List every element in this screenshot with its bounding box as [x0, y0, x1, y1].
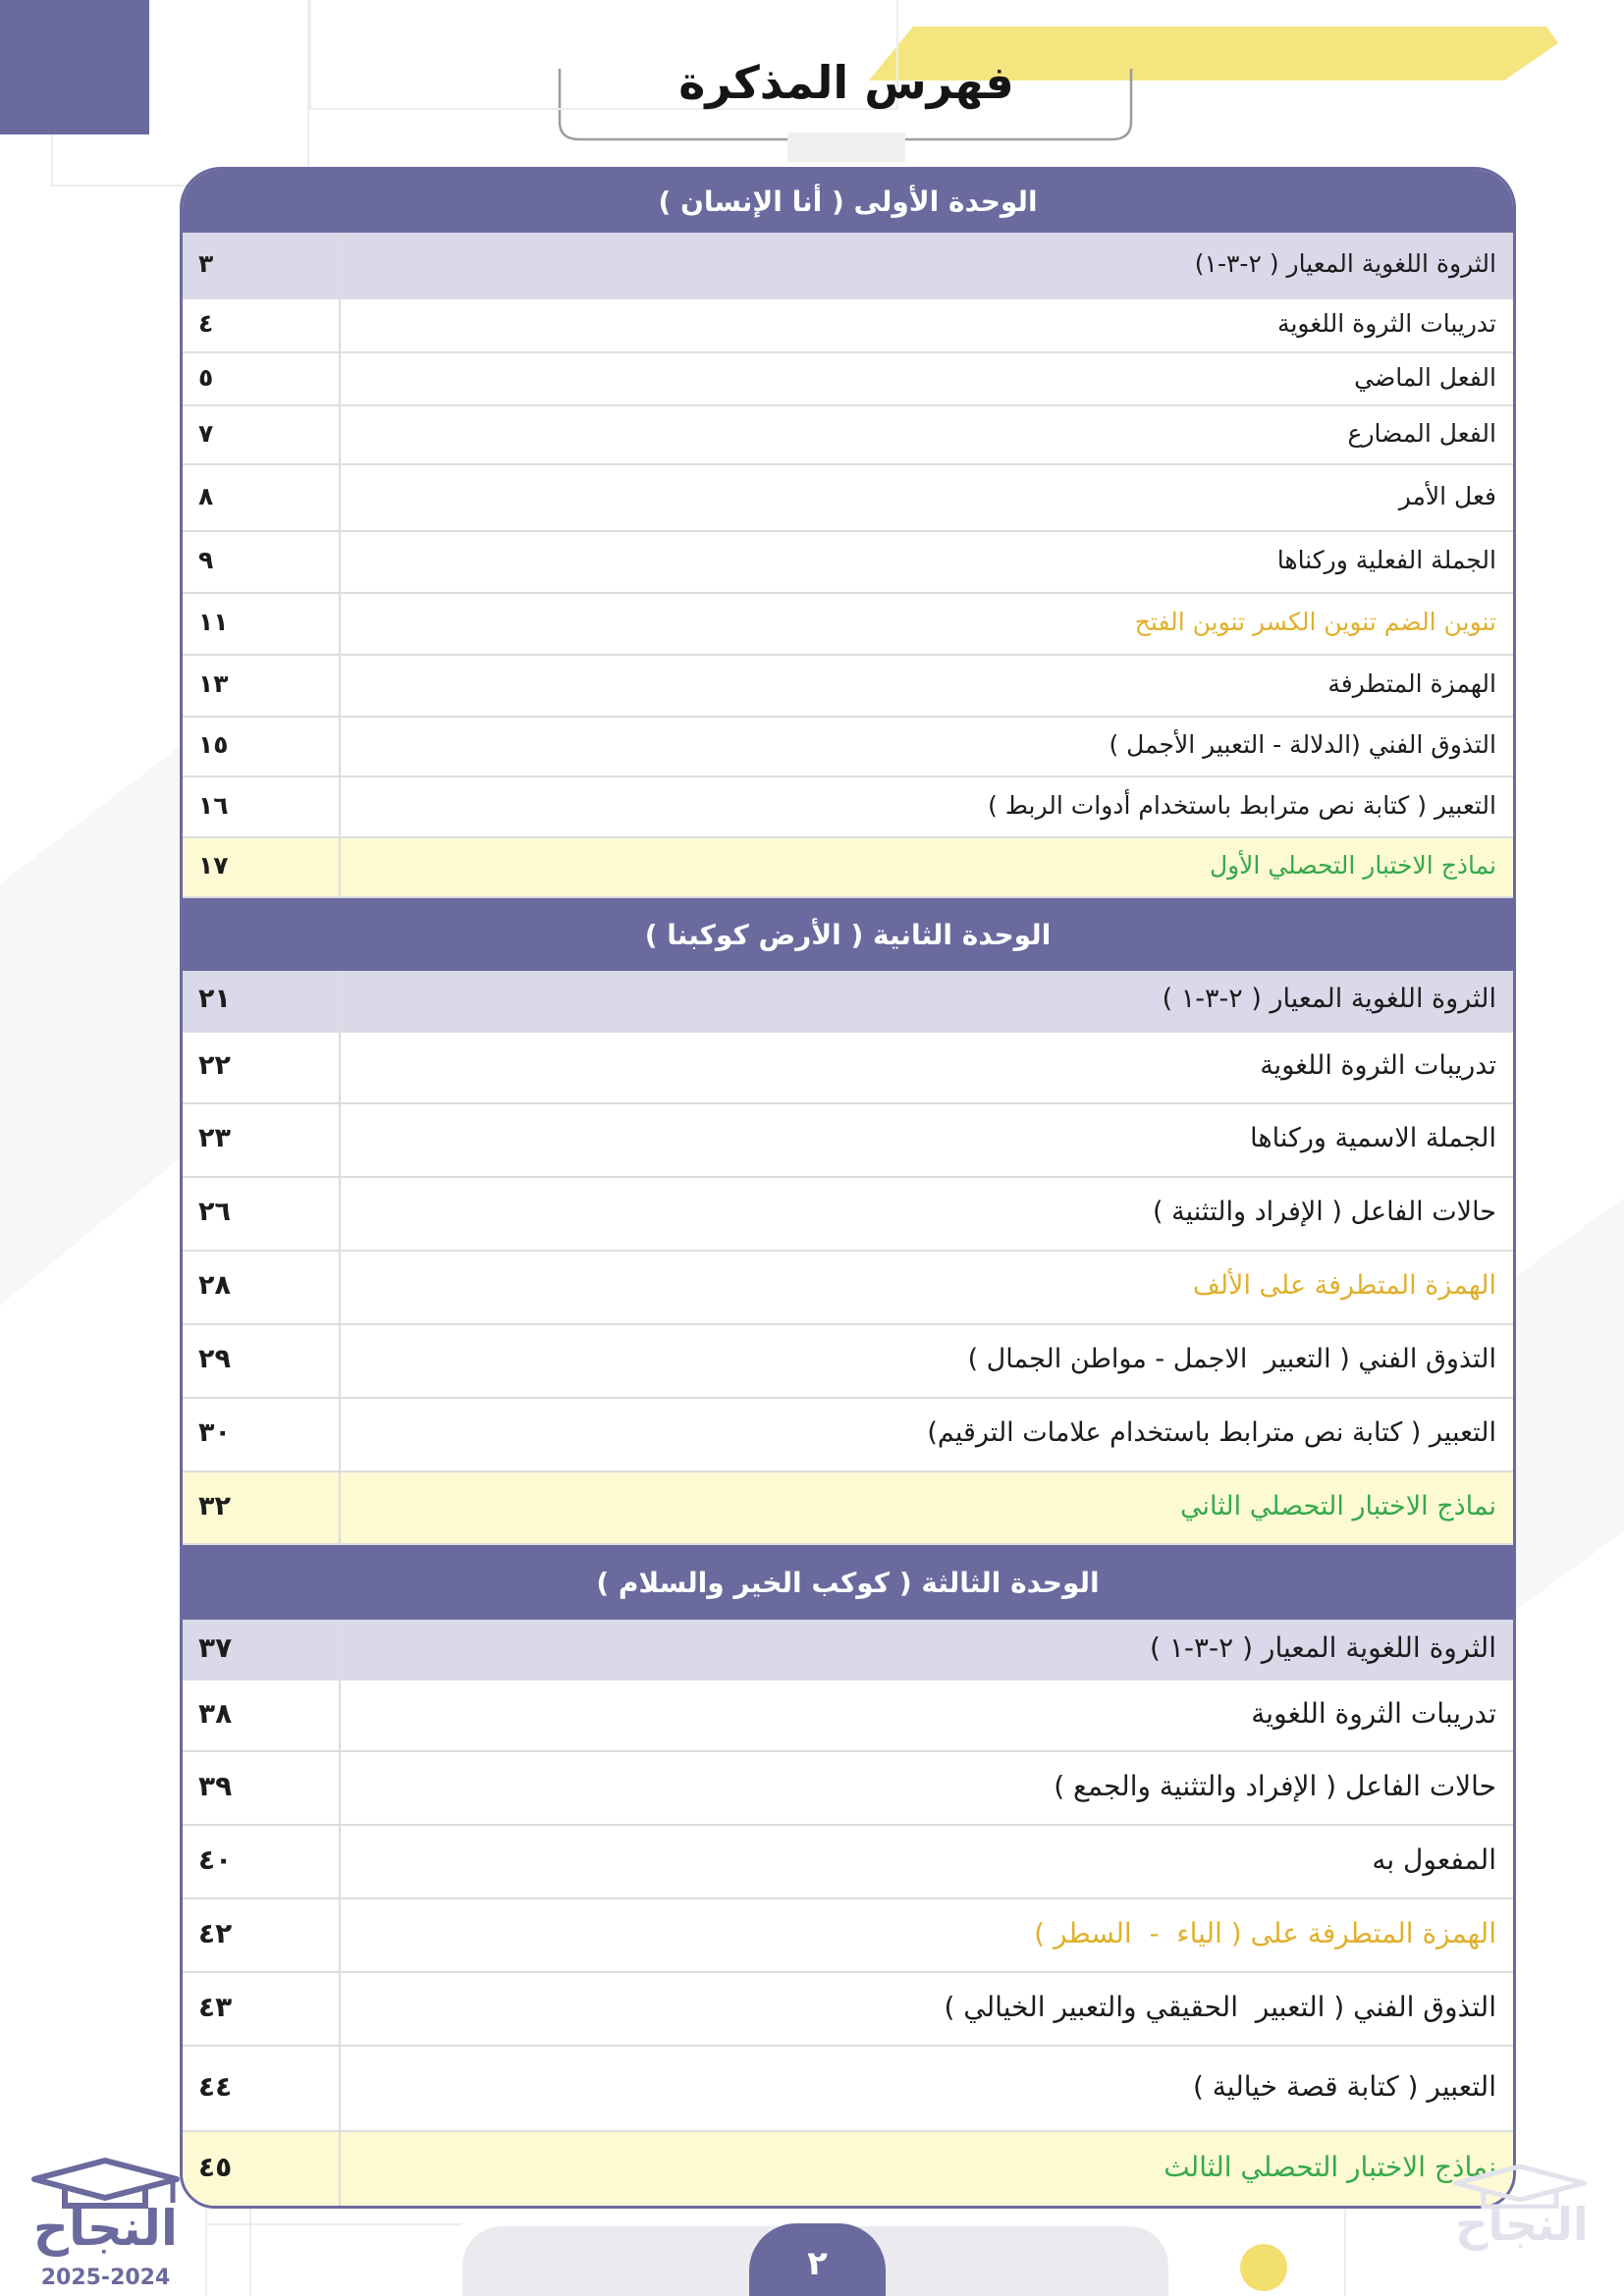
toc-entry-title: التعبير ( كتابة نص مترابط باستخدام أدوات الربط ): [988, 790, 1496, 820]
corner-square: [0, 0, 149, 134]
toc-row: [183, 1399, 1513, 1472]
toc-row: [183, 1178, 1513, 1252]
toc-page-number: ١٧: [183, 838, 341, 896]
toc-row: [183, 1752, 1513, 1826]
toc-page-number: ٣٧: [183, 1620, 341, 1679]
page-number-tab: ٢: [749, 2223, 886, 2296]
toc-entry-title: تنوين الضم تنوين الكسر تنوين الفتح: [1134, 608, 1496, 636]
toc-row: [183, 1899, 1513, 1973]
toc-row: [183, 1681, 1513, 1752]
toc-page-number: ١٣: [183, 656, 341, 716]
toc-row: [183, 718, 1513, 777]
toc-page-number: ٤٤: [183, 2047, 341, 2130]
toc-entry-title: حالات الفاعل ( الإفراد والتثنية ): [1153, 1197, 1496, 1227]
toc-page-number: ٤٢: [183, 1899, 341, 1971]
toc-row: [183, 656, 1513, 718]
toc-page-number: ٢٩: [183, 1325, 341, 1397]
toc-page-number: ٢٦: [183, 1178, 341, 1250]
toc-row: [183, 971, 1513, 1033]
toc-entry-title: تدريبات الثروة اللغوية: [1277, 309, 1496, 338]
toc-page-number: ٢٣: [183, 1104, 341, 1176]
toc-page-number: ٥: [183, 353, 341, 404]
toc-entry-title: الهمزة المتطرفة على ( الياء - السطر ): [1034, 1917, 1496, 1949]
toc-row: [183, 1472, 1513, 1545]
toc-row: [183, 299, 1513, 353]
faint-diagonal-band: [0, 746, 180, 1306]
toc-row: [183, 1973, 1513, 2047]
toc-entry-title: التعبير ( كتابة نص مترابط باستخدام علامات الترقيم): [927, 1417, 1496, 1448]
toc-row: [183, 1033, 1513, 1104]
toc-entry-title: الثروة اللغوية المعيار ( ٢-٣-١ ): [1162, 984, 1496, 1014]
toc-row: [183, 1826, 1513, 1899]
toc-entry-title: نماذج الاختبار التحصلي الأول: [1209, 851, 1496, 880]
toc-row: [183, 406, 1513, 465]
faint-diagonal-band: [1516, 1198, 1624, 1610]
toc-entry-title: نماذج الاختبار التحصلي الثاني: [1180, 1490, 1496, 1522]
toc-row: [183, 233, 1513, 299]
toc-page-number: ٤٥: [183, 2132, 341, 2206]
toc-page-number: ٣٩: [183, 1752, 341, 1824]
toc-page-number: ٤٠: [183, 1826, 341, 1897]
unit-header: الوحدة الثانية ( الأرض كوكبنا ): [183, 898, 1513, 971]
toc-table: [180, 167, 1516, 2209]
unit-header: الوحدة الثالثة ( كوكب الخير والسلام ): [183, 1545, 1513, 1620]
toc-page-number: ٣٠: [183, 1399, 341, 1470]
toc-row: [183, 594, 1513, 656]
toc-row: [183, 1620, 1513, 1681]
toc-entry-title: الفعل الماضي: [1354, 362, 1496, 392]
toc-row: [183, 465, 1513, 532]
toc-entry-title: تدريبات الثروة اللغوية: [1260, 1050, 1496, 1081]
toc-entry-title: المفعول به: [1372, 1843, 1496, 1876]
toc-page-number: ١٦: [183, 777, 341, 836]
toc-page-number: ٣٢: [183, 1472, 341, 1543]
unit-header: الوحدة الأولى ( أنا الإنسان ): [183, 170, 1513, 233]
toc-entry-title: الهمزة المتطرفة على الألف: [1192, 1270, 1496, 1301]
toc-page-number: ٩: [183, 532, 341, 592]
toc-entry-title: حالات الفاعل ( الإفراد والتثنية والجمع ): [1054, 1770, 1496, 1802]
toc-page-number: ٤: [183, 299, 341, 351]
toc-entry-title: الجملة الاسمية وركناها: [1250, 1123, 1496, 1153]
toc-row: [183, 353, 1513, 406]
toc-row: [183, 1104, 1513, 1178]
faint-notch-shadow: [787, 133, 905, 162]
toc-entry-title: الهمزة المتطرفة: [1327, 669, 1496, 698]
toc-row: [183, 1252, 1513, 1325]
toc-entry-title: الجملة الفعلية وركناها: [1276, 546, 1496, 574]
logo-years: 2025-2024: [40, 2266, 171, 2290]
logo-wordmark: النجاح: [32, 2200, 179, 2257]
toc-entry-title: التذوق الفني ( التعبير الحقيقي والتعبير الخيالي ): [944, 1991, 1496, 2023]
toc-page-number: ٢٨: [183, 1252, 341, 1323]
toc-page-number: ٧: [183, 406, 341, 463]
toc-entry-title: الثروة اللغوية المعيار ( ٢-٣-١ ): [1150, 1630, 1496, 1664]
toc-entry-title: التعبير ( كتابة قصة خيالية ): [1192, 2070, 1496, 2103]
toc-row: [183, 1325, 1513, 1399]
toc-page-number: ٣٨: [183, 1681, 341, 1750]
toc-page-number: ١٥: [183, 718, 341, 775]
toc-row: [183, 838, 1513, 898]
toc-page-number: ٢٢: [183, 1033, 341, 1102]
toc-page-number: ٤٣: [183, 1973, 341, 2045]
page-title: فهرس المذكرة: [678, 56, 1014, 109]
logo-wordmark-watermark: النجاح: [1455, 2198, 1589, 2251]
toc-page-number: ٢١: [183, 971, 341, 1031]
toc-entry-title: التذوق الفني (الدلالة - التعبير الأجمل ): [1109, 730, 1496, 759]
toc-entry-title: الفعل المضارع: [1347, 418, 1496, 448]
toc-entry-title: الثروة اللغوية المعيار ( ٢-٣-١): [1194, 248, 1496, 278]
decor-circle: [1240, 2244, 1287, 2291]
toc-entry-title: تدريبات الثروة اللغوية: [1251, 1697, 1496, 1730]
toc-row: [183, 2047, 1513, 2132]
toc-page-number: ٨: [183, 465, 341, 530]
toc-entry-title: نماذج الاختبار التحصلي الثالث: [1164, 2151, 1496, 2183]
toc-page-number: ٣: [183, 233, 341, 297]
toc-row: [183, 2132, 1513, 2206]
toc-page-number: ١١: [183, 594, 341, 654]
toc-row: [183, 532, 1513, 594]
toc-entry-title: فعل الأمر: [1398, 481, 1496, 510]
toc-entry-title: التذوق الفني ( التعبير الاجمل - مواطن الجمال ): [967, 1344, 1496, 1374]
toc-row: [183, 777, 1513, 838]
